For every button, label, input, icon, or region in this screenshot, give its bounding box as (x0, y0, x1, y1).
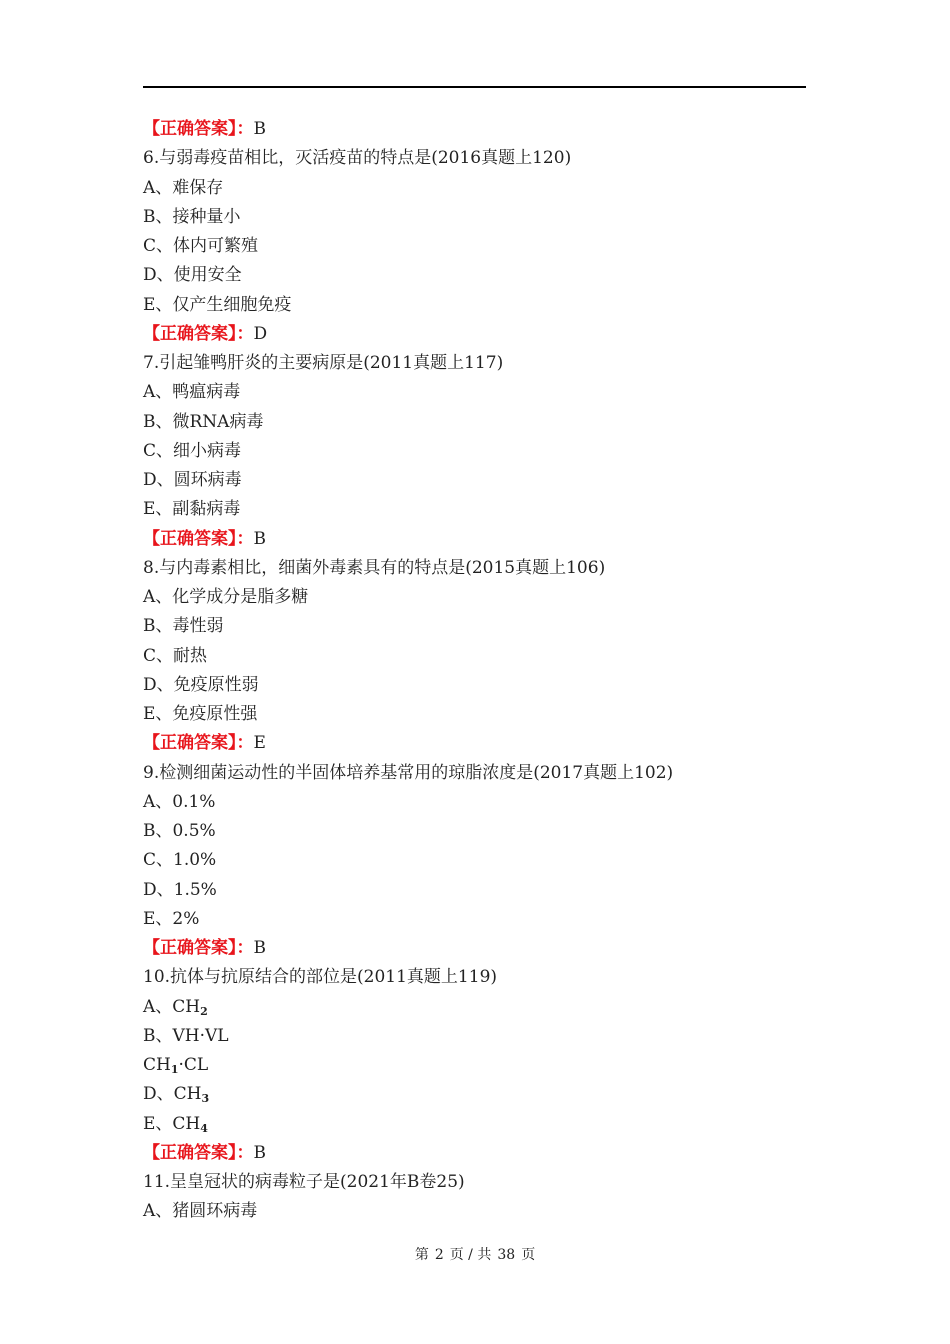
option-e (143, 1110, 823, 1139)
answer-value: B (253, 1142, 266, 1163)
option-e: E、2% (143, 908, 200, 929)
footer-mid: 页 / 共 (449, 1247, 492, 1263)
option-a: A、0.1% (143, 791, 216, 812)
option-b: B、毒性弱 (143, 616, 224, 637)
answer-line-q5 (143, 115, 823, 144)
answer-value: E (253, 733, 266, 754)
answer-label: 【正确答案】： (143, 733, 254, 754)
page-footer (0, 1244, 950, 1264)
option-c: C、耐热 (143, 645, 208, 666)
option-a: A、难保存 (143, 177, 224, 198)
option-c: C、1.0% (143, 850, 217, 871)
option-b: B、微RNA病毒 (143, 411, 264, 432)
option-d (143, 1080, 823, 1109)
option-c (143, 1051, 823, 1080)
option-d: D、圆环病毒 (143, 470, 242, 490)
subscript: 3 (201, 1092, 210, 1106)
option-a: A、鸭瘟病毒 (143, 382, 241, 403)
answer-line-q10 (143, 1139, 823, 1168)
footer-suffix: 页 (521, 1247, 536, 1263)
answer-label: 【正确答案】： (143, 938, 254, 958)
answer-value: B (253, 938, 266, 958)
option-a: A、猪圆环病毒 (143, 1201, 258, 1222)
answer-label: 【正确答案】： (143, 323, 254, 344)
option-text: E、CH (143, 1113, 201, 1134)
question-title-q10: 10.抗体与抗原结合的部位是(2011真题上119) (143, 967, 498, 988)
question-title-q7: 7.引起雏鸭肝炎的主要病原是(2011真题上117) (143, 353, 504, 373)
option-e: E、免疫原性强 (143, 704, 258, 724)
answer-label: 【正确答案】： (143, 119, 254, 139)
option-d: D、使用安全 (143, 265, 242, 286)
answer-value: B (253, 528, 266, 549)
option-c: C、细小病毒 (143, 440, 242, 461)
option-a: A、化学成分是脂多糖 (143, 587, 309, 607)
page-content (143, 115, 823, 1227)
option-d: D、1.5% (143, 879, 217, 900)
option-b: B、VH·VL (143, 1025, 229, 1046)
footer-page-number: 2 (434, 1247, 444, 1263)
option-e: E、副黏病毒 (143, 499, 241, 520)
answer-line-q6 (143, 320, 823, 349)
answer-label: 【正确答案】： (143, 1142, 254, 1163)
answer-label: 【正确答案】： (143, 528, 254, 549)
option-b: B、接种量小 (143, 206, 241, 227)
footer-prefix: 第 (414, 1247, 429, 1263)
answer-value: D (253, 323, 268, 344)
answer-line-q7 (143, 525, 823, 554)
subscript: 4 (200, 1121, 208, 1135)
option-text: D、CH (143, 1084, 202, 1105)
subscript: 2 (200, 1004, 208, 1018)
answer-line-q9 (143, 934, 823, 963)
header-rule (143, 86, 806, 88)
option-text-suffix: ·CL (178, 1055, 209, 1075)
option-text: A、CH (143, 996, 201, 1017)
footer-total-pages: 38 (497, 1247, 516, 1263)
option-a (143, 993, 823, 1022)
option-b: B、0.5% (143, 821, 216, 841)
subscript: 1 (170, 1063, 179, 1076)
option-e: E、仅产生细胞免疫 (143, 294, 292, 315)
answer-line-q8 (143, 729, 823, 758)
option-text: CH (143, 1055, 171, 1075)
question-title-q9: 9.检测细菌运动性的半固体培养基常用的琼脂浓度是(2017真题上102) (143, 762, 674, 783)
option-d: D、免疫原性弱 (143, 674, 259, 695)
question-title-q11: 11.呈皇冠状的病毒粒子是(2021年B卷25) (143, 1172, 465, 1192)
question-title-q6: 6.与弱毒疫苗相比，灭活疫苗的特点是(2016真题上120) (143, 148, 572, 169)
option-c: C、体内可繁殖 (143, 236, 259, 256)
question-title-q8: 8.与内毒素相比，细菌外毒素具有的特点是(2015真题上106) (143, 557, 606, 578)
answer-value: B (253, 119, 266, 139)
